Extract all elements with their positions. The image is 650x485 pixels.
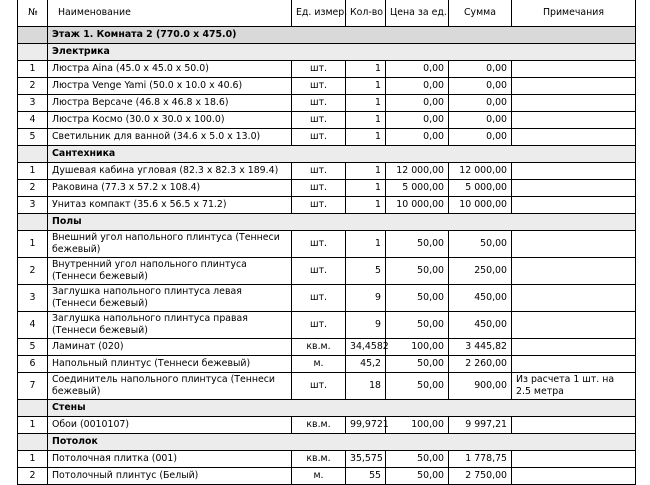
item-name: Напольный плинтус (Теннеси бежевый) [48, 356, 292, 373]
item-qty: 1 [346, 78, 386, 95]
item-note [512, 285, 636, 312]
header-notes: Примечания [512, 0, 636, 27]
item-qty: 1 [346, 61, 386, 78]
section-title: Электрика [48, 44, 636, 61]
item-qty: 99,9721 [346, 417, 386, 434]
item-sum: 2 750,00 [449, 468, 512, 485]
item-qty: 1 [346, 180, 386, 197]
item-qty: 1 [346, 129, 386, 146]
item-price: 12 000,00 [386, 163, 449, 180]
item-qty: 1 [346, 231, 386, 258]
item-num: 7 [18, 373, 48, 400]
item-sum: 0,00 [449, 129, 512, 146]
item-unit: шт. [292, 163, 346, 180]
header-sum: Сумма [449, 0, 512, 27]
item-name: Потолочная плитка (001) [48, 451, 292, 468]
section-title: Стены [48, 400, 636, 417]
item-sum: 10 000,00 [449, 197, 512, 214]
item-note [512, 231, 636, 258]
item-num: 4 [18, 112, 48, 129]
section-num-cell [18, 44, 48, 61]
item-note [512, 258, 636, 285]
item-note [512, 417, 636, 434]
table-row [18, 258, 636, 285]
table-row [18, 231, 636, 258]
item-unit: м. [292, 356, 346, 373]
header-qty: Кол-во [346, 0, 386, 27]
item-qty: 18 [346, 373, 386, 400]
item-unit: шт. [292, 373, 346, 400]
item-note [512, 312, 636, 339]
item-num: 2 [18, 258, 48, 285]
item-unit: м. [292, 468, 346, 485]
table-row [18, 180, 636, 197]
estimate-table [17, 0, 636, 485]
table-row [18, 95, 636, 112]
item-price: 10 000,00 [386, 197, 449, 214]
item-price: 0,00 [386, 78, 449, 95]
table-row [18, 468, 636, 485]
item-price: 0,00 [386, 129, 449, 146]
item-price: 50,00 [386, 468, 449, 485]
item-sum: 0,00 [449, 61, 512, 78]
item-name: Обои (0010107) [48, 417, 292, 434]
section-num-cell [18, 434, 48, 451]
item-name: Люстра Версаче (46.8 x 46.8 x 18.6) [48, 95, 292, 112]
header-price: Цена за ед. [386, 0, 449, 27]
item-name: Внешний угол напольного плинтуса (Теннеси бежевый) [48, 231, 292, 258]
item-unit: кв.м. [292, 339, 346, 356]
item-note [512, 163, 636, 180]
section-num-cell [18, 400, 48, 417]
item-qty: 1 [346, 95, 386, 112]
item-price: 0,00 [386, 112, 449, 129]
section-row [18, 44, 636, 61]
table-row [18, 356, 636, 373]
item-name: Люстра Космо (30.0 x 30.0 x 100.0) [48, 112, 292, 129]
item-price: 100,00 [386, 339, 449, 356]
item-qty: 34,4582 [346, 339, 386, 356]
item-unit: шт. [292, 112, 346, 129]
item-sum: 50,00 [449, 231, 512, 258]
item-note [512, 197, 636, 214]
section-title: Потолок [48, 434, 636, 451]
item-qty: 35,575 [346, 451, 386, 468]
item-num: 4 [18, 312, 48, 339]
item-sum: 900,00 [449, 373, 512, 400]
section-title: Полы [48, 214, 636, 231]
item-unit: шт. [292, 285, 346, 312]
item-num: 1 [18, 231, 48, 258]
floor-num-cell [18, 27, 48, 44]
item-sum: 3 445,82 [449, 339, 512, 356]
item-sum: 0,00 [449, 95, 512, 112]
table-row [18, 78, 636, 95]
item-num: 1 [18, 163, 48, 180]
item-sum: 9 997,21 [449, 417, 512, 434]
section-num-cell [18, 146, 48, 163]
item-num: 5 [18, 129, 48, 146]
item-qty: 5 [346, 258, 386, 285]
section-row [18, 214, 636, 231]
table-row [18, 285, 636, 312]
table-row [18, 417, 636, 434]
item-price: 0,00 [386, 61, 449, 78]
item-sum: 250,00 [449, 258, 512, 285]
item-price: 50,00 [386, 373, 449, 400]
item-sum: 2 260,00 [449, 356, 512, 373]
header-num: № [18, 0, 48, 27]
table-header-row [18, 0, 636, 27]
item-name: Раковина (77.3 x 57.2 x 108.4) [48, 180, 292, 197]
item-num: 3 [18, 95, 48, 112]
item-unit: шт. [292, 95, 346, 112]
item-price: 100,00 [386, 417, 449, 434]
item-name: Потолочный плинтус (Белый) [48, 468, 292, 485]
item-price: 50,00 [386, 231, 449, 258]
item-qty: 55 [346, 468, 386, 485]
item-unit: шт. [292, 180, 346, 197]
section-num-cell [18, 214, 48, 231]
item-note [512, 112, 636, 129]
item-qty: 1 [346, 197, 386, 214]
item-name: Светильник для ванной (34.6 x 5.0 x 13.0) [48, 129, 292, 146]
item-num: 3 [18, 285, 48, 312]
item-num: 5 [18, 339, 48, 356]
section-row [18, 434, 636, 451]
item-name: Ламинат (020) [48, 339, 292, 356]
item-num: 1 [18, 417, 48, 434]
header-name: Наименование [48, 0, 292, 27]
item-qty: 1 [346, 112, 386, 129]
item-num: 3 [18, 197, 48, 214]
item-num: 6 [18, 356, 48, 373]
item-name: Унитаз компакт (35.6 x 56.5 x 71.2) [48, 197, 292, 214]
item-unit: шт. [292, 312, 346, 339]
section-row [18, 146, 636, 163]
item-price: 50,00 [386, 451, 449, 468]
estimate-table-body [18, 0, 636, 485]
item-name: Люстра Venge Yami (50.0 x 10.0 x 40.6) [48, 78, 292, 95]
item-name: Заглушка напольного плинтуса левая (Теннеси бежевый) [48, 285, 292, 312]
item-note [512, 468, 636, 485]
table-row [18, 451, 636, 468]
table-row [18, 129, 636, 146]
item-price: 50,00 [386, 258, 449, 285]
item-qty: 9 [346, 285, 386, 312]
section-title: Сантехника [48, 146, 636, 163]
item-price: 0,00 [386, 95, 449, 112]
section-row [18, 400, 636, 417]
item-sum: 0,00 [449, 112, 512, 129]
item-qty: 1 [346, 163, 386, 180]
item-num: 2 [18, 180, 48, 197]
item-note [512, 451, 636, 468]
item-note [512, 339, 636, 356]
item-note [512, 356, 636, 373]
item-unit: кв.м. [292, 417, 346, 434]
item-num: 1 [18, 61, 48, 78]
item-note [512, 95, 636, 112]
floor-title: Этаж 1. Комната 2 (770.0 x 475.0) [48, 27, 636, 44]
table-row [18, 373, 636, 400]
item-price: 50,00 [386, 285, 449, 312]
item-name: Внутренний угол напольного плинтуса (Теннеси бежевый) [48, 258, 292, 285]
item-name: Соединитель напольного плинтуса (Теннеси бежевый) [48, 373, 292, 400]
table-row [18, 312, 636, 339]
item-name: Заглушка напольного плинтуса правая (Теннеси бежевый) [48, 312, 292, 339]
item-num: 1 [18, 451, 48, 468]
item-note [512, 180, 636, 197]
item-unit: шт. [292, 197, 346, 214]
table-row [18, 339, 636, 356]
item-note [512, 78, 636, 95]
item-sum: 1 778,75 [449, 451, 512, 468]
floor-row [18, 27, 636, 44]
item-note: Из расчета 1 шт. на 2.5 метра [512, 373, 636, 400]
header-unit: Ед. измер. [292, 0, 346, 27]
item-num: 2 [18, 468, 48, 485]
item-sum: 0,00 [449, 78, 512, 95]
item-unit: шт. [292, 61, 346, 78]
item-price: 50,00 [386, 312, 449, 339]
item-name: Душевая кабина угловая (82.3 x 82.3 x 189.4) [48, 163, 292, 180]
item-price: 5 000,00 [386, 180, 449, 197]
item-note [512, 129, 636, 146]
table-row [18, 61, 636, 78]
item-unit: шт. [292, 258, 346, 285]
item-name: Люстра Aina (45.0 x 45.0 x 50.0) [48, 61, 292, 78]
item-num: 2 [18, 78, 48, 95]
item-price: 50,00 [386, 356, 449, 373]
item-sum: 5 000,00 [449, 180, 512, 197]
item-note [512, 61, 636, 78]
item-qty: 45,2 [346, 356, 386, 373]
table-row [18, 197, 636, 214]
item-unit: шт. [292, 129, 346, 146]
table-row [18, 112, 636, 129]
item-sum: 450,00 [449, 312, 512, 339]
table-row [18, 163, 636, 180]
item-sum: 12 000,00 [449, 163, 512, 180]
item-unit: кв.м. [292, 451, 346, 468]
item-sum: 450,00 [449, 285, 512, 312]
item-qty: 9 [346, 312, 386, 339]
item-unit: шт. [292, 231, 346, 258]
item-unit: шт. [292, 78, 346, 95]
